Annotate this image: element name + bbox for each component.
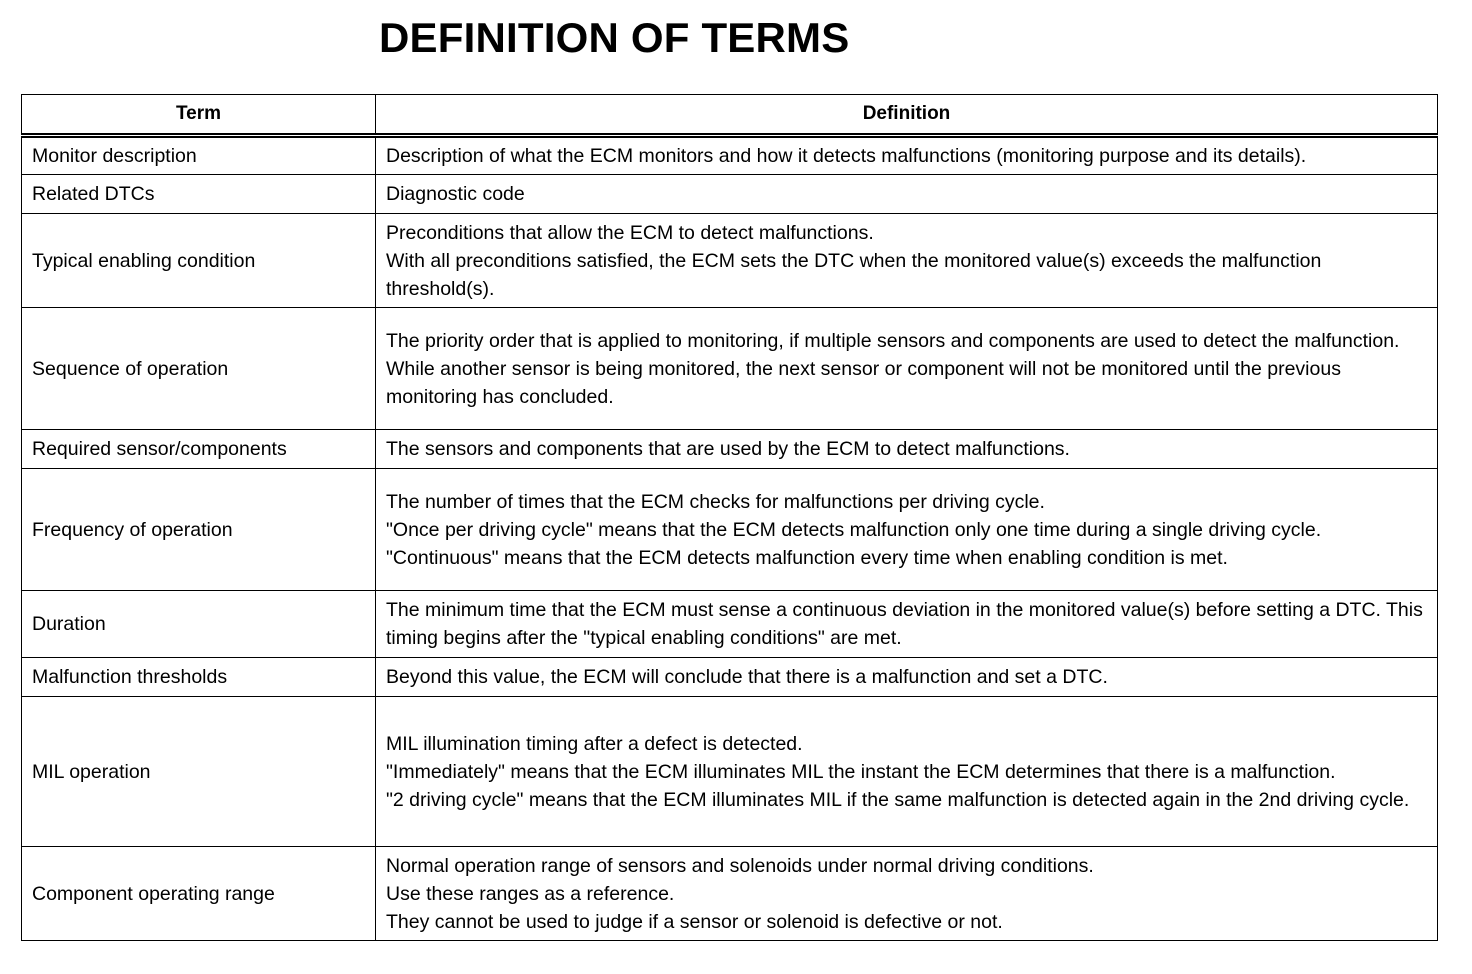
definition-line: The minimum time that the ECM must sense a continuous deviation in the monitored value(s) before setting a DTC. This timing begins after the "typical enabling conditions" are met.: [386, 599, 1423, 649]
definition-cell: [376, 697, 1438, 847]
definition-cell: [376, 308, 1438, 430]
definition-column-header: Definition: [376, 95, 1438, 136]
definition-line: Normal operation range of sensors and solenoids under normal driving conditions.: [386, 854, 1094, 877]
table-row: [22, 697, 1438, 847]
definition-cell: [376, 469, 1438, 591]
definition-line: While another sensor is being monitored, the next sensor or component will not be monitored until the previous monitoring has concluded.: [386, 357, 1341, 408]
term-cell: MIL operation: [22, 697, 376, 847]
definition-cell: [376, 658, 1438, 697]
term-cell: Sequence of operation: [22, 308, 376, 430]
definition-cell: [376, 214, 1438, 308]
definition-line: "Once per driving cycle" means that the ECM detects malfunction only one time during a single driving cycle.: [386, 518, 1322, 541]
term-cell: Related DTCs: [22, 175, 376, 214]
definition-line: The number of times that the ECM checks for malfunctions per driving cycle.: [386, 490, 1045, 513]
definition-line: The sensors and components that are used by the ECM to detect malfunctions.: [386, 438, 1070, 460]
table-body: [22, 136, 1438, 941]
definition-cell: [376, 847, 1438, 941]
definition-cell: [376, 175, 1438, 214]
definition-line: "Immediately" means that the ECM illuminates MIL the instant the ECM determines that there is a malfunction.: [386, 760, 1336, 783]
table-header-row: [22, 95, 1438, 136]
term-cell: Monitor description: [22, 136, 376, 175]
definition-line: Use these ranges as a reference.: [386, 882, 675, 905]
term-cell: Duration: [22, 591, 376, 658]
definition-line: The priority order that is applied to monitoring, if multiple sensors and components are used to detect the malfunction.: [386, 329, 1400, 352]
definition-line: Preconditions that allow the ECM to detect malfunctions.: [386, 221, 874, 244]
term-cell: Frequency of operation: [22, 469, 376, 591]
term-cell: Malfunction thresholds: [22, 658, 376, 697]
definition-cell: [376, 136, 1438, 175]
definition-line: Description of what the ECM monitors and how it detects malfunctions (monitoring purpose and its details).: [386, 145, 1307, 167]
definition-line: Diagnostic code: [386, 183, 525, 205]
table-row: [22, 591, 1438, 658]
table-row: [22, 430, 1438, 469]
table-row: [22, 308, 1438, 430]
term-cell: Component operating range: [22, 847, 376, 941]
definition-cell: [376, 430, 1438, 469]
table-row: [22, 658, 1438, 697]
table-row: [22, 469, 1438, 591]
term-column-header: Term: [22, 95, 376, 136]
definition-line: MIL illumination timing after a defect is detected.: [386, 732, 803, 755]
definition-line: "2 driving cycle" means that the ECM illuminates MIL if the same malfunction is detected again in the 2nd driving cycle.: [386, 788, 1410, 811]
definition-line: "Continuous" means that the ECM detects malfunction every time when enabling condition is met.: [386, 546, 1228, 569]
term-cell: Typical enabling condition: [22, 214, 376, 308]
page-title: DEFINITION OF TERMS: [379, 14, 850, 61]
table-row: [22, 847, 1438, 941]
table-row: [22, 175, 1438, 214]
definition-line: Beyond this value, the ECM will conclude that there is a malfunction and set a DTC.: [386, 666, 1108, 688]
definition-table: [21, 94, 1438, 941]
definition-cell: [376, 591, 1438, 658]
definition-line: With all preconditions satisfied, the ECM sets the DTC when the monitored value(s) exceeds the malfunction threshold(s).: [386, 249, 1322, 300]
term-cell: Required sensor/components: [22, 430, 376, 469]
table-row: [22, 136, 1438, 175]
definition-line: They cannot be used to judge if a sensor or solenoid is defective or not.: [386, 910, 1003, 933]
table-row: [22, 214, 1438, 308]
